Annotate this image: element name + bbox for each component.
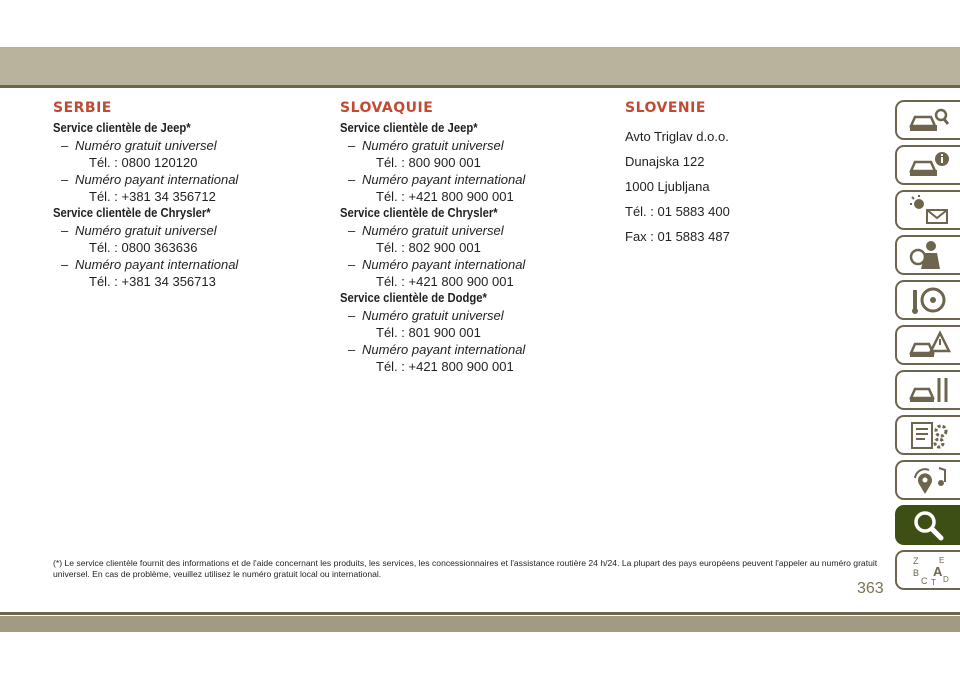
header-rule (0, 85, 960, 88)
dashboard-lights-message-icon (907, 194, 951, 226)
phone-line: Tél. : 01 5883 400 (625, 204, 730, 219)
tab-car-search[interactable] (895, 100, 960, 140)
car-info-icon (907, 149, 951, 181)
service-item-label: – Numéro payant international (348, 172, 526, 187)
column-serbie (53, 100, 323, 290)
dash: – (348, 308, 356, 323)
tab-alphabetical-index[interactable] (895, 550, 960, 590)
page-number: 363 (857, 580, 884, 597)
service-phone: Tél. : 802 900 001 (376, 240, 481, 255)
country-heading: SLOVENIE (625, 100, 706, 116)
column-slovenie (625, 100, 865, 249)
tab-car-info[interactable] (895, 145, 960, 185)
fax-line: Fax : 01 5883 487 (625, 229, 730, 244)
service-item-label: – Numéro payant international (61, 172, 239, 187)
magnifier-icon (907, 509, 951, 541)
service-phone: Tél. : 801 900 001 (376, 325, 481, 340)
country-heading: SLOVAQUIE (340, 100, 434, 116)
tab-safety[interactable] (895, 235, 960, 275)
footer-band (0, 616, 960, 632)
service-item-label: – Numéro gratuit universel (61, 138, 217, 153)
tab-starting[interactable] (895, 280, 960, 320)
country-heading: SERBIE (53, 100, 112, 116)
service-phone: Tél. : +421 800 900 001 (376, 359, 514, 374)
passenger-airbag-icon (907, 239, 951, 271)
car-search-icon (907, 104, 951, 136)
tab-maintenance[interactable] (895, 370, 960, 410)
index-letter: C (920, 576, 927, 586)
tab-index-search[interactable] (895, 505, 960, 545)
address-line: 1000 Ljubljana (625, 179, 710, 194)
service-phone: Tél. : +381 34 356713 (89, 274, 216, 289)
service-item-label: – Numéro payant international (61, 257, 239, 272)
dash: – (61, 172, 69, 187)
service-item-label: – Numéro gratuit universel (348, 138, 504, 153)
footnote: (*) Le service clientèle fournit des informations et de l'aide concernant les produits, les services, les concessionnaires et l'assistance routière 24 h/24. La plupart des pays européens peuvent l'appeler au numéro gratuit universel. En cas de problème, veuillez utilisez le numéro gratuit local ou international. (53, 558, 878, 579)
service-phone: Tél. : 800 900 001 (376, 155, 481, 170)
column-slovaquie (340, 100, 610, 375)
service-item-label: – Numéro payant international (348, 342, 526, 357)
service-phone: Tél. : +421 800 900 001 (376, 274, 514, 289)
index-letter: B (912, 568, 919, 578)
header-band (0, 47, 960, 85)
service-title: Service clientèle de Jeep* (340, 121, 478, 135)
address-line: Dunajska 122 (625, 154, 705, 169)
index-letter: E (938, 556, 944, 565)
index-letter: T (930, 578, 936, 586)
dash: – (348, 257, 356, 272)
dash: – (348, 172, 356, 187)
footer-rule (0, 612, 960, 615)
car-warning-icon (907, 329, 951, 361)
dash: – (61, 257, 69, 272)
service-phone: Tél. : 0800 363636 (89, 240, 198, 255)
service-title: Service clientèle de Jeep* (53, 121, 191, 135)
service-title: Service clientèle de Dodge* (340, 291, 487, 305)
dash: – (61, 138, 69, 153)
tab-dashboard[interactable] (895, 190, 960, 230)
car-tools-icon (907, 374, 951, 406)
dash: – (348, 223, 356, 238)
tab-specifications[interactable] (895, 415, 960, 455)
service-item-label: – Numéro gratuit universel (61, 223, 217, 238)
service-item-label: – Numéro payant international (348, 257, 526, 272)
service-title: Service clientèle de Chrysler* (53, 206, 211, 220)
service-phone: Tél. : +421 800 900 001 (376, 189, 514, 204)
specifications-gear-icon (907, 419, 951, 451)
index-letter: Z (912, 556, 918, 566)
tab-emergency[interactable] (895, 325, 960, 365)
service-phone: Tél. : +381 34 356712 (89, 189, 216, 204)
steering-wheel-key-icon (907, 284, 951, 316)
service-item-label: – Numéro gratuit universel (348, 308, 504, 323)
multimedia-icon (907, 464, 951, 496)
index-letter: D (942, 575, 949, 584)
dash: – (348, 342, 356, 357)
tab-multimedia[interactable] (895, 460, 960, 500)
dash: – (61, 223, 69, 238)
service-phone: Tél. : 0800 120120 (89, 155, 198, 170)
dash: – (348, 138, 356, 153)
service-item-label: – Numéro gratuit universel (348, 223, 504, 238)
index-letter: A (932, 564, 942, 579)
alphabetical-index-icon (907, 554, 951, 586)
service-title: Service clientèle de Chrysler* (340, 206, 498, 220)
address-line: Avto Triglav d.o.o. (625, 129, 729, 144)
